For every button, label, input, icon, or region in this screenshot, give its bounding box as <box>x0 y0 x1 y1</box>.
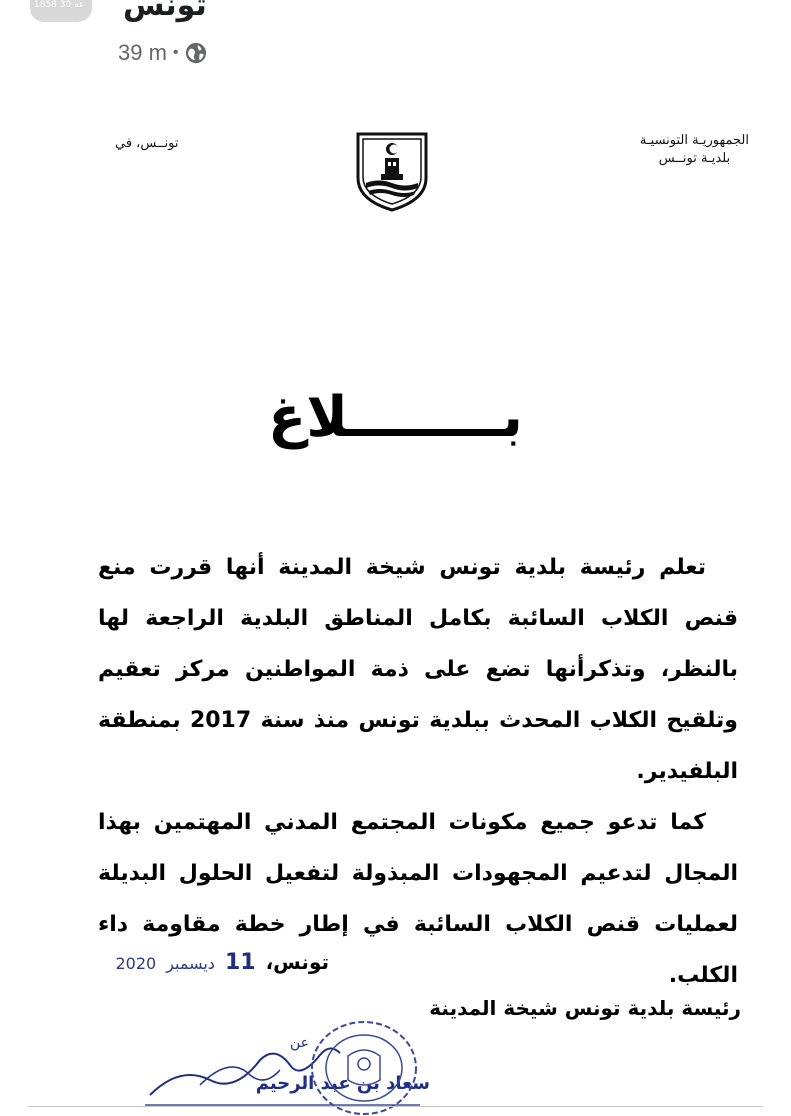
page-avatar[interactable] <box>30 0 92 22</box>
paragraph-1: تعلم رئيسة بلدية تونس شيخة المدينة أنها قررت منع قنص الكلاب السائبة بكامل المناطق البلدية الراجعة لها بالنظر، وتذكرأنها تضع على ذمة المواطنين مركز تعقيم وتلقيح الكلاب المحدث ببلدية تونس منذ سنة 2017 بمنطقة البلفيدير. <box>98 555 738 784</box>
post-meta <box>118 40 207 66</box>
date-prefix: تونس، <box>265 950 329 974</box>
date-year: 2020 <box>115 954 157 973</box>
page-name[interactable]: تونس <box>123 0 207 23</box>
post-header <box>0 0 791 80</box>
official-seal-icon <box>302 1016 422 1116</box>
issuer-header <box>640 132 749 168</box>
official-document <box>0 80 791 1110</box>
issuer-republic: الجمهوريـة التونسيـة <box>639 133 749 148</box>
announcement-body <box>98 542 738 1001</box>
meta-separator: • <box>172 44 179 61</box>
post-divider <box>28 1106 763 1107</box>
municipality-emblem-icon <box>354 128 430 212</box>
post-time[interactable]: 39 m <box>118 40 167 65</box>
signature-name: سعاد بن عبد الرحيم <box>255 1073 430 1094</box>
signer-title: رئيسة بلدية تونس شيخة المدينة <box>429 996 741 1020</box>
date-day: 11 <box>224 950 256 975</box>
document-title: بــــــــلاغ <box>268 385 523 450</box>
date-line <box>115 950 329 975</box>
paragraph-2: كما تدعو جميع مكونات المجتمع المدني المهتمين بهذا المجال لتدعيم المجهودات المبذولة لتفعيل الحلول البديلة لعمليات قنص الكلاب السائبة في إطار خطة مقاومة داء الكلب. <box>98 810 738 988</box>
date-month: ديسمبر <box>166 954 215 973</box>
issuer-municipality: بلديـة تونــس <box>658 151 731 166</box>
place-date-header: تونــس، في <box>115 136 179 151</box>
signature-prefix: عن <box>290 1035 310 1051</box>
date-stamp <box>115 950 255 975</box>
avatar-text: 1858 عه 30 <box>34 0 85 10</box>
globe-icon[interactable] <box>185 42 207 64</box>
